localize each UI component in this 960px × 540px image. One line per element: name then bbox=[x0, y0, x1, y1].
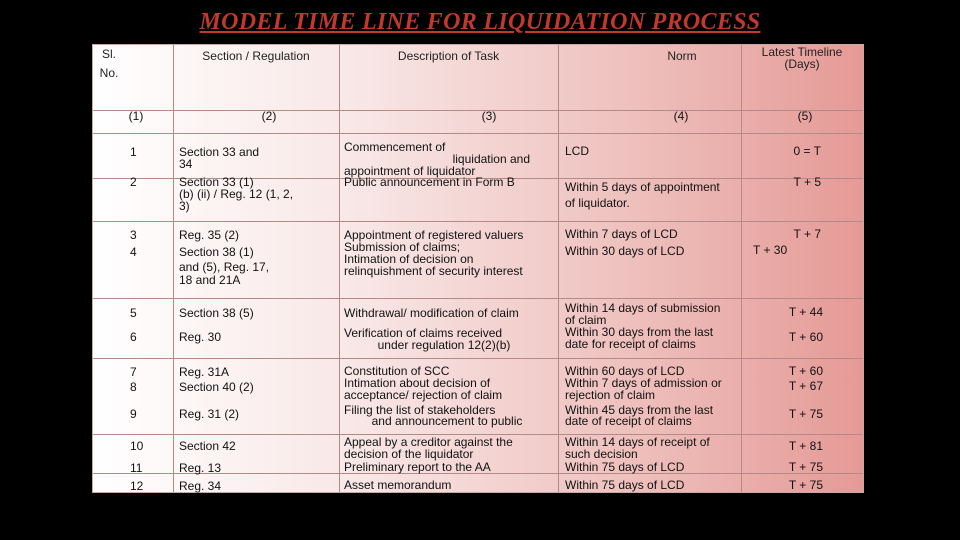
description-line: Submission of claims; bbox=[344, 240, 461, 254]
description-line: Withdrawal/ modification of claim bbox=[344, 306, 519, 320]
row-section: Section 33 (1) bbox=[179, 175, 254, 189]
description-line: Appeal by a creditor against the bbox=[344, 435, 513, 449]
row-divider bbox=[93, 133, 863, 134]
description-line: Public announcement in Form B bbox=[344, 175, 515, 189]
row-timeline: T + 81 bbox=[788, 439, 823, 453]
column-divider bbox=[741, 45, 742, 492]
row-section: Section 38 (1) bbox=[179, 245, 254, 259]
col-number: (1) bbox=[128, 109, 144, 123]
norm-line: Within 7 days of admission or bbox=[565, 376, 722, 390]
row-section: Reg. 30 bbox=[179, 330, 222, 344]
row-section: 34 bbox=[179, 157, 193, 171]
norm-line: rejection of claim bbox=[565, 388, 656, 402]
row-section: Section 42 bbox=[179, 439, 236, 453]
norm-line: Within 75 days of LCD bbox=[565, 478, 685, 492]
row-sl: 10 bbox=[130, 439, 144, 453]
description-line: Asset memorandum bbox=[344, 478, 452, 492]
column-divider bbox=[173, 45, 174, 492]
row-timeline: T + 67 bbox=[788, 379, 823, 393]
norm-line: Within 14 days of submission bbox=[565, 301, 721, 315]
header-norm: Norm bbox=[667, 49, 697, 63]
norm-line: date of receipt of claims bbox=[565, 414, 692, 428]
header-sl: Sl. bbox=[101, 47, 116, 61]
row-section: Reg. 13 bbox=[179, 461, 222, 475]
norm-line: Within 60 days of LCD bbox=[565, 364, 685, 378]
description-line: and announcement to public bbox=[371, 414, 523, 428]
row-timeline: T + 60 bbox=[788, 330, 823, 344]
description-line: decision of the liquidator bbox=[344, 447, 474, 461]
row-timeline: T + 75 bbox=[788, 460, 823, 474]
row-section: and (5), Reg. 17, bbox=[179, 260, 270, 274]
row-sl: 4 bbox=[130, 245, 137, 259]
row-sl: 3 bbox=[130, 228, 137, 242]
row-section: 18 and 21A bbox=[179, 273, 241, 287]
row-section: Section 33 and bbox=[179, 145, 260, 159]
row-section: (b) (ii) / Reg. 12 (1, 2, bbox=[179, 187, 294, 201]
description-line: acceptance/ rejection of claim bbox=[344, 388, 503, 402]
row-sl: 2 bbox=[130, 175, 137, 189]
header-no: No. bbox=[99, 66, 119, 80]
row-section: 3) bbox=[179, 199, 190, 213]
row-sl: 9 bbox=[130, 407, 137, 421]
row-timeline: T + 75 bbox=[788, 407, 823, 421]
description-line: Verification of claims received bbox=[344, 326, 503, 340]
row-section: Reg. 31 (2) bbox=[179, 407, 240, 421]
description-line: Filing the list of stakeholders bbox=[344, 403, 496, 417]
norm-line: Within 30 days from the last bbox=[565, 325, 714, 339]
row-sl: 11 bbox=[130, 461, 143, 475]
description-line: under regulation 12(2)(b) bbox=[377, 338, 511, 352]
row-sl: 8 bbox=[130, 380, 137, 394]
column-divider bbox=[558, 45, 559, 492]
row-timeline: T + 5 bbox=[793, 175, 821, 189]
row-timeline: T + 60 bbox=[788, 364, 823, 378]
description-line: appointment of liquidator bbox=[344, 164, 476, 178]
col-number: (2) bbox=[261, 109, 277, 123]
row-timeline: 0 = T bbox=[793, 144, 821, 158]
description-line: Constitution of SCC bbox=[344, 364, 450, 378]
col-number: (5) bbox=[797, 109, 813, 123]
norm-line: date for receipt of claims bbox=[565, 337, 696, 351]
norm-line: Within 45 days from the last bbox=[565, 403, 714, 417]
description-line: relinquishment of security interest bbox=[344, 264, 523, 278]
norm-line: such decision bbox=[565, 447, 638, 461]
header-section: Section / Regulation bbox=[202, 49, 310, 63]
header-timeline-unit: (Days) bbox=[784, 57, 820, 71]
page-title: MODEL TIME LINE FOR LIQUIDATION PROCESS bbox=[199, 9, 761, 35]
row-sl: 1 bbox=[130, 145, 137, 159]
row-divider bbox=[93, 221, 863, 222]
row-section: Section 38 (5) bbox=[179, 306, 254, 320]
norm-line: Within 30 days of LCD bbox=[565, 244, 685, 258]
row-section: Reg. 31A bbox=[179, 365, 230, 379]
row-sl: 5 bbox=[130, 306, 137, 320]
norm-line: Within 14 days of receipt of bbox=[565, 435, 710, 449]
row-sl: 12 bbox=[130, 479, 144, 493]
norm-line: Within 7 days of LCD bbox=[565, 227, 678, 241]
row-divider bbox=[93, 358, 863, 359]
description-line: liquidation and bbox=[452, 152, 530, 166]
header-description: Description of Task bbox=[397, 49, 500, 63]
row-divider bbox=[93, 298, 863, 299]
norm-line: of claim bbox=[565, 313, 607, 327]
col-number: (4) bbox=[673, 109, 689, 123]
description-line: Intimation of decision on bbox=[344, 252, 474, 266]
header-timeline: Latest Timeline bbox=[761, 45, 843, 59]
norm-line: of liquidator. bbox=[565, 196, 630, 210]
column-divider bbox=[339, 45, 340, 492]
row-timeline: T + 7 bbox=[793, 227, 821, 241]
row-sl: 7 bbox=[130, 365, 137, 379]
description-line: Commencement of bbox=[344, 140, 446, 154]
norm-line: Within 75 days of LCD bbox=[565, 460, 685, 474]
description-line: Intimation about decision of bbox=[344, 376, 491, 390]
row-timeline: T + 44 bbox=[788, 305, 823, 319]
row-timeline: T + 30 bbox=[753, 243, 788, 257]
description-line: Preliminary report to the AA bbox=[344, 460, 491, 474]
row-section: Section 40 (2) bbox=[179, 380, 254, 394]
liquidation-timeline-table bbox=[92, 44, 864, 493]
col-number: (3) bbox=[481, 109, 497, 123]
row-section: Reg. 34 bbox=[179, 479, 222, 493]
row-sl: 6 bbox=[130, 330, 137, 344]
norm-line: Within 5 days of appointment bbox=[565, 180, 720, 194]
description-line: Appointment of registered valuers bbox=[344, 228, 524, 242]
norm-line: LCD bbox=[565, 144, 590, 158]
row-timeline: T + 75 bbox=[788, 478, 823, 492]
row-section: Reg. 35 (2) bbox=[179, 228, 240, 242]
